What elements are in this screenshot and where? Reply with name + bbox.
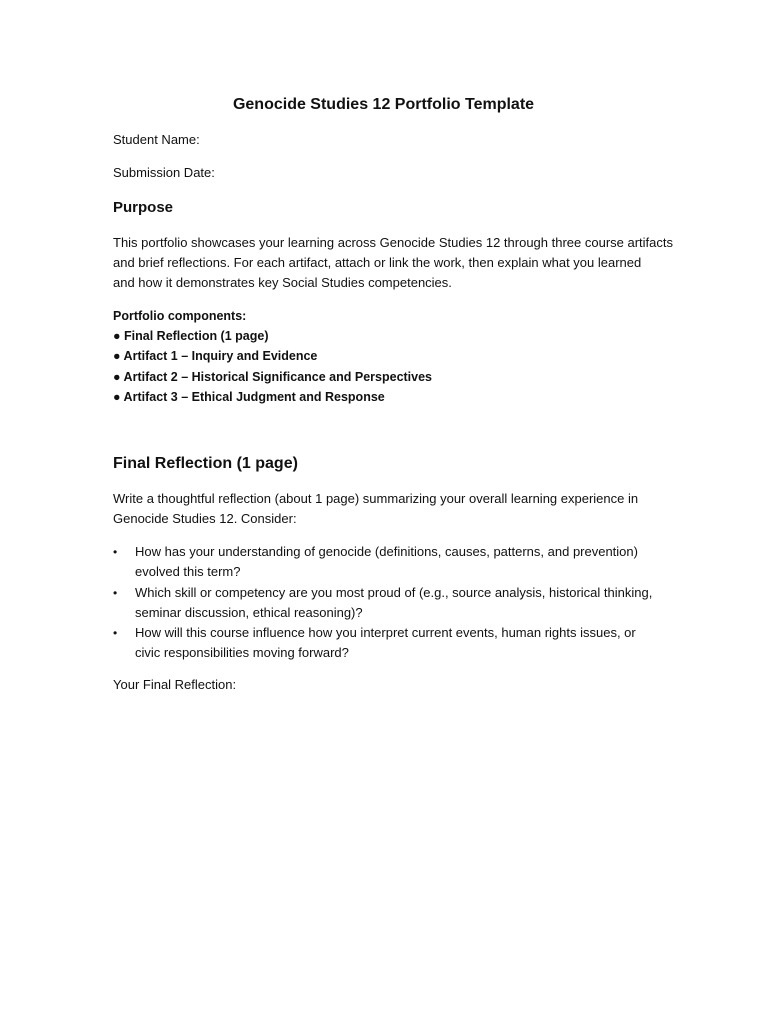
- portfolio-components: [113, 306, 432, 407]
- question-line: Which skill or competency are you most proud of (e.g., source analysis, historical thinking,: [135, 584, 653, 600]
- component-item: ● Artifact 2 – Historical Significance and Perspectives: [113, 369, 433, 384]
- reflection-questions-list: [113, 542, 658, 664]
- question-line: seminar discussion, ethical reasoning)?: [135, 604, 363, 620]
- submission-date-label: Submission Date:: [113, 165, 215, 180]
- bullet-icon: •: [113, 626, 118, 640]
- document-title: Genocide Studies 12 Portfolio Template: [232, 96, 535, 113]
- final-reflection-heading: Final Reflection (1 page): [113, 455, 298, 472]
- components-label: Portfolio components:: [113, 309, 247, 323]
- list-item: [113, 623, 658, 663]
- purpose-line: and brief reflections. For each artifact, attach or link the work, then explain what you learned: [113, 255, 642, 270]
- student-name-label: Student Name:: [113, 132, 200, 147]
- question-line: evolved this term?: [135, 564, 241, 579]
- list-item: [113, 583, 658, 623]
- component-item: ● Final Reflection (1 page): [113, 329, 269, 344]
- final-reflection-intro: [113, 489, 658, 529]
- bullet-icon: •: [113, 585, 118, 600]
- question-line: civic responsibilities moving forward?: [135, 645, 349, 660]
- question-line: How will this course influence how you interpret current events, human rights issues, or: [135, 625, 636, 640]
- question-line: How has your understanding of genocide (definitions, causes, patterns, and prevention): [135, 544, 638, 559]
- purpose-line: This portfolio showcases your learning across Genocide Studies 12 through three course artifacts: [113, 235, 674, 250]
- final-reflection-response-label: Your Final Reflection:: [113, 677, 237, 692]
- component-item: ● Artifact 3 – Ethical Judgment and Response: [113, 389, 385, 404]
- component-item: ● Artifact 1 – Inquiry and Evidence: [113, 349, 318, 364]
- intro-line: Genocide Studies 12. Consider:: [113, 511, 297, 526]
- purpose-heading: Purpose: [113, 199, 174, 216]
- intro-line: Write a thoughtful reflection (about 1 page) summarizing your overall learning experience in: [113, 491, 639, 506]
- purpose-line: and how it demonstrates key Social Studies competencies.: [113, 275, 452, 290]
- bullet-icon: •: [113, 545, 118, 559]
- purpose-paragraph: [113, 233, 674, 293]
- list-item: [113, 542, 658, 582]
